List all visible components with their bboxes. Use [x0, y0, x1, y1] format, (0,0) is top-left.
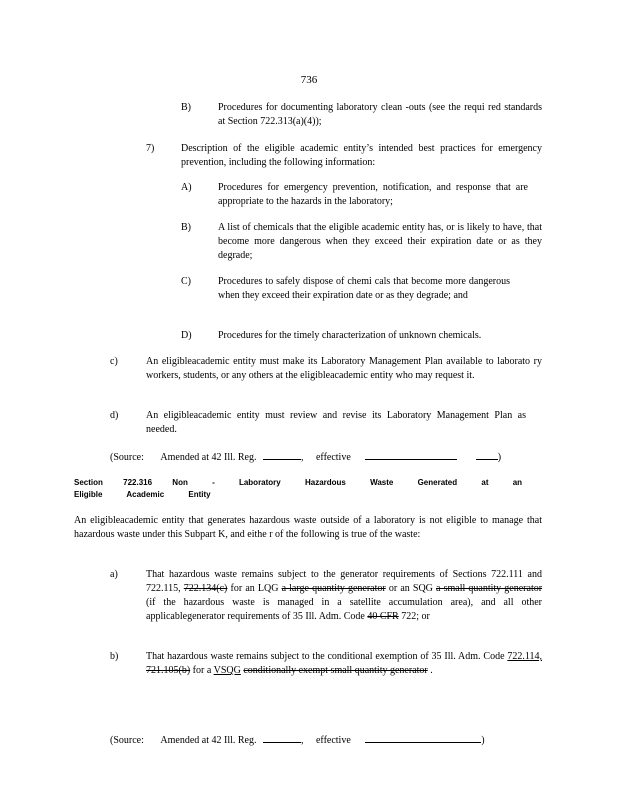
deleted-text: 721.105(b)	[146, 665, 191, 676]
item-label: B)	[181, 102, 191, 113]
text-run: or an SQG	[388, 583, 433, 594]
item-text: Procedures for documenting laboratory clean -outs (see the requi red standards at Section 722.313(a)(4));	[218, 102, 542, 127]
text-run: (if the hazardous waste is managed in a satellite accumulation area), and all other applicablegenerator requirements of 35 Ill. Adm. Code	[146, 597, 542, 622]
intro-paragraph: An eligibleacademic entity that generates hazardous waste outside of a laboratory is not eligible to manage that hazardous waste under this Subpart K, and eithe r of the following is true of the waste:	[74, 515, 542, 540]
item-text	[146, 650, 542, 678]
text-run: 722; or	[401, 611, 430, 622]
text-run: .	[430, 665, 433, 676]
page-number: 736	[300, 74, 318, 86]
item-text: Procedures for emergency prevention, notification, and response that are appropriate to the hazards in the laboratory;	[218, 182, 528, 207]
effective-blank-2	[476, 449, 498, 460]
item-label: A)	[181, 182, 192, 193]
item-label: D)	[181, 330, 192, 341]
item-text: Procedures to safely dispose of chemi cals that become more dangerous when they exceed their expiration date or as they degrade; and	[218, 276, 510, 301]
item-text: An eligibleacademic entity must review and revise its Laboratory Management Plan as needed.	[146, 410, 526, 435]
deleted-text: 40 CFR	[367, 611, 399, 622]
section-heading	[74, 477, 544, 501]
added-text: VSQG	[213, 665, 241, 676]
item-label: c)	[110, 356, 118, 367]
text-run: That hazardous waste remains subject to the conditional exemption of 35 Ill. Adm. Code	[146, 651, 505, 662]
source-amended: Amended at 42 Ill. Reg.	[160, 452, 257, 463]
source-note	[110, 732, 550, 748]
item-label: b)	[110, 651, 119, 662]
item-label: C)	[181, 276, 191, 287]
text-run: for an LQG	[230, 583, 279, 594]
source-comma: ,	[300, 452, 304, 463]
item-label: d)	[110, 410, 119, 421]
section-word: Section	[74, 478, 103, 487]
section-title: Non - Laboratory Hazardous Waste Generated at an Eligible Academic Entity	[74, 478, 523, 499]
effective-blank	[365, 449, 457, 460]
deleted-text: a small quantity generator	[436, 583, 543, 594]
source-amended: Amended at 42 Ill. Reg.	[160, 735, 257, 746]
deleted-text: 722.134(c)	[183, 583, 228, 594]
item-label: B)	[181, 222, 191, 233]
item-text: Description of the eligible academic entity’s intended best practices for emergency prevention, including the following information:	[181, 143, 542, 168]
added-text: 722.114,	[507, 651, 542, 662]
effective-blank	[365, 732, 481, 743]
source-effective: effective	[315, 452, 351, 463]
reg-blank	[263, 732, 301, 743]
item-text: An eligibleacademic entity must make its Laboratory Management Plan available to laborato ry workers, students, or any others at the eligibleacademic entity who may request it.	[146, 356, 542, 381]
reg-blank	[263, 449, 301, 460]
deleted-text: a large quantity generator	[281, 583, 386, 594]
deleted-text: conditionally exempt small quantity generator	[243, 665, 428, 676]
item-label: a)	[110, 569, 118, 580]
item-text	[146, 568, 542, 624]
item-text: Procedures for the timely characterization of unknown chemicals.	[218, 330, 482, 341]
source-effective: effective	[315, 735, 351, 746]
item-label: 7)	[146, 143, 155, 154]
text-run: for a	[192, 665, 212, 676]
source-comma: ,	[300, 735, 304, 746]
source-prefix: (Source:	[110, 452, 144, 463]
text-run: That hazardous waste remains subject to the generator requirements of Sections 722.111 and 722.115,	[146, 569, 542, 594]
source-close: )	[497, 452, 502, 463]
item-text: A list of chemicals that the eligible academic entity has, or is likely to have, that become more dangerous when they exceed their expiration date or as they degrade;	[218, 222, 542, 261]
source-note	[110, 449, 550, 465]
source-close: )	[481, 735, 485, 746]
source-prefix: (Source:	[110, 735, 144, 746]
section-number: 722.316	[123, 478, 153, 487]
